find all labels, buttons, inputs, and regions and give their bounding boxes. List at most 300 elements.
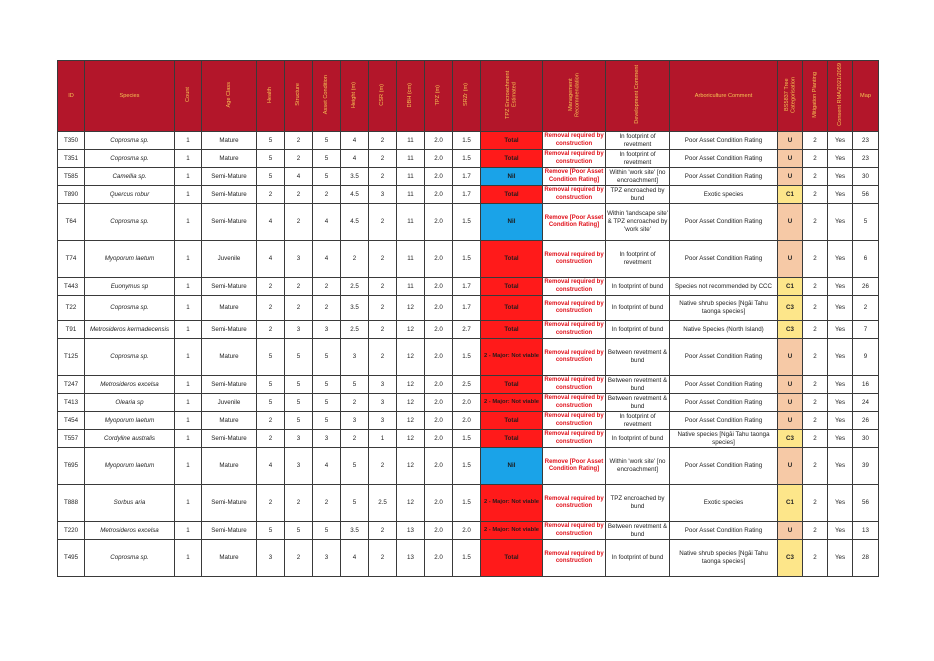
csr-cell: 2 (369, 296, 397, 321)
height-cell: 4 (341, 132, 369, 150)
srz-cell: 1.7 (453, 278, 481, 296)
map-cell: 23 (853, 150, 879, 168)
management-recommendation-cell: Removal required by construction (543, 321, 606, 339)
management-recommendation-cell: Remove [Poor Asset Condition Rating] (543, 204, 606, 241)
management-recommendation-cell: Removal required by construction (543, 394, 606, 412)
csr-cell: 2 (369, 448, 397, 485)
arboriculture-comment-cell: Poor Asset Condition Rating (670, 132, 778, 150)
table-row (58, 430, 879, 448)
csr-cell: 2.5 (369, 485, 397, 522)
development-comment-cell: In footprint of revetment (606, 412, 670, 430)
consent-cell: Yes (828, 339, 853, 376)
csr-cell: 1 (369, 430, 397, 448)
table-row (58, 540, 879, 577)
arboriculture-comment-cell: Exotic species (670, 186, 778, 204)
development-comment-cell: Between revetment & bund (606, 394, 670, 412)
csr-cell: 2 (369, 150, 397, 168)
health-cell: 5 (257, 394, 285, 412)
tree-id-cell: T495 (58, 540, 85, 577)
table-row (58, 339, 879, 376)
asset-condition-cell: 5 (313, 522, 341, 540)
management-recommendation-cell: Removal required by construction (543, 132, 606, 150)
age-class-cell: Semi-Mature (202, 430, 257, 448)
count-cell: 1 (175, 321, 202, 339)
tpz-cell: 2.0 (425, 204, 453, 241)
srz-cell: 1.7 (453, 186, 481, 204)
column-header-label: Mitigation Planting (811, 71, 818, 118)
tree-id-cell: T22 (58, 296, 85, 321)
health-cell: 4 (257, 204, 285, 241)
srz-cell: 1.7 (453, 296, 481, 321)
tpz-encroachment-cell: Total (481, 132, 543, 150)
srz-cell: 1.5 (453, 339, 481, 376)
age-class-cell: Mature (202, 412, 257, 430)
map-cell: 30 (853, 168, 879, 186)
tree-category-cell: C1 (778, 278, 803, 296)
tpz-cell: 2.0 (425, 485, 453, 522)
height-cell: 3 (341, 412, 369, 430)
count-cell: 1 (175, 376, 202, 394)
structure-cell: 4 (285, 168, 313, 186)
tpz-cell: 2.0 (425, 186, 453, 204)
csr-cell: 2 (369, 132, 397, 150)
consent-cell: Yes (828, 132, 853, 150)
csr-cell: 2 (369, 278, 397, 296)
age-class-cell: Semi-Mature (202, 204, 257, 241)
dbh-cell: 11 (397, 132, 425, 150)
management-recommendation-cell: Removal required by construction (543, 522, 606, 540)
management-recommendation-cell: Remove [Poor Asset Condition Rating] (543, 168, 606, 186)
column-header-label: BS5837 Tree Categorisation (783, 76, 796, 113)
structure-cell: 5 (285, 339, 313, 376)
tree-category-cell: U (778, 394, 803, 412)
column-header-label: Height (m) (351, 81, 358, 108)
table-row (58, 448, 879, 485)
mitigation-planting-cell: 2 (803, 186, 828, 204)
asset-condition-cell: 3 (313, 540, 341, 577)
dbh-cell: 13 (397, 540, 425, 577)
mitigation-planting-cell: 2 (803, 321, 828, 339)
table-row (58, 150, 879, 168)
age-class-cell: Semi-Mature (202, 186, 257, 204)
development-comment-cell: In footprint of revetment (606, 132, 670, 150)
tpz-encroachment-cell: Total (481, 278, 543, 296)
consent-cell: Yes (828, 278, 853, 296)
column-header-label: ID (68, 92, 74, 99)
csr-cell: 2 (369, 540, 397, 577)
tree-category-cell: U (778, 376, 803, 394)
count-cell: 1 (175, 448, 202, 485)
tpz-cell: 2.0 (425, 394, 453, 412)
tree-id-cell: T413 (58, 394, 85, 412)
arboriculture-comment-cell: Poor Asset Condition Rating (670, 168, 778, 186)
csr-cell: 2 (369, 204, 397, 241)
age-class-cell: Semi-Mature (202, 278, 257, 296)
height-cell: 4.5 (341, 204, 369, 241)
csr-cell: 3 (369, 376, 397, 394)
srz-cell: 1.5 (453, 132, 481, 150)
tree-id-cell: T125 (58, 339, 85, 376)
consent-cell: Yes (828, 168, 853, 186)
tpz-cell: 2.0 (425, 430, 453, 448)
management-recommendation-cell: Removal required by construction (543, 278, 606, 296)
health-cell: 5 (257, 339, 285, 376)
consent-cell: Yes (828, 394, 853, 412)
dbh-cell: 12 (397, 394, 425, 412)
count-cell: 1 (175, 485, 202, 522)
tpz-cell: 2.0 (425, 241, 453, 278)
arboriculture-comment-cell: Poor Asset Condition Rating (670, 412, 778, 430)
map-cell: 56 (853, 186, 879, 204)
table-row (58, 485, 879, 522)
tpz-encroachment-cell: 2 - Major: Not viable (481, 339, 543, 376)
development-comment-cell: Between revetment & bund (606, 522, 670, 540)
dbh-cell: 12 (397, 412, 425, 430)
tpz-cell: 2.0 (425, 278, 453, 296)
height-cell: 2.5 (341, 321, 369, 339)
management-recommendation-cell: Removal required by construction (543, 339, 606, 376)
table-row (58, 412, 879, 430)
column-header-label: Map (860, 92, 871, 99)
consent-cell: Yes (828, 540, 853, 577)
consent-cell: Yes (828, 522, 853, 540)
development-comment-cell: Between revetment & bund (606, 376, 670, 394)
column-header-label: TPZ (m) (435, 84, 442, 106)
species-cell: Olearia sp (85, 394, 175, 412)
arboriculture-comment-cell: Poor Asset Condition Rating (670, 339, 778, 376)
table-row (58, 321, 879, 339)
column-header (285, 61, 313, 132)
arboriculture-comment-cell: Poor Asset Condition Rating (670, 522, 778, 540)
consent-cell: Yes (828, 376, 853, 394)
mitigation-planting-cell: 2 (803, 339, 828, 376)
column-header-label: Development Comment (634, 65, 641, 125)
csr-cell: 2 (369, 522, 397, 540)
tree-id-cell: T557 (58, 430, 85, 448)
tree-category-cell: C1 (778, 186, 803, 204)
dbh-cell: 12 (397, 448, 425, 485)
height-cell: 3.5 (341, 296, 369, 321)
column-header (828, 61, 853, 132)
structure-cell: 3 (285, 241, 313, 278)
mitigation-planting-cell: 2 (803, 296, 828, 321)
tree-category-cell: U (778, 448, 803, 485)
map-cell: 26 (853, 412, 879, 430)
health-cell: 2 (257, 278, 285, 296)
column-header-label: Health (267, 86, 274, 103)
asset-condition-cell: 4 (313, 241, 341, 278)
development-comment-cell: Within 'work site' [no encroachment] (606, 448, 670, 485)
development-comment-cell: TPZ encroached by bund (606, 485, 670, 522)
management-recommendation-cell: Removal required by construction (543, 540, 606, 577)
structure-cell: 2 (285, 485, 313, 522)
tree-category-cell: C3 (778, 430, 803, 448)
tpz-encroachment-cell: Total (481, 186, 543, 204)
map-cell: 2 (853, 296, 879, 321)
management-recommendation-cell: Removal required by construction (543, 186, 606, 204)
count-cell: 1 (175, 522, 202, 540)
arboriculture-comment-cell: Species not recommended by CCC (670, 278, 778, 296)
mitigation-planting-cell: 2 (803, 241, 828, 278)
management-recommendation-cell: Removal required by construction (543, 485, 606, 522)
table-row (58, 241, 879, 278)
csr-cell: 3 (369, 186, 397, 204)
tpz-encroachment-cell: Total (481, 296, 543, 321)
health-cell: 5 (257, 522, 285, 540)
structure-cell: 5 (285, 522, 313, 540)
arboriculture-comment-cell: Native shrub species [Ngāi Tahu taonga species] (670, 296, 778, 321)
dbh-cell: 11 (397, 168, 425, 186)
dbh-cell: 11 (397, 204, 425, 241)
tpz-cell: 2.0 (425, 522, 453, 540)
srz-cell: 1.5 (453, 485, 481, 522)
column-header-label: Management Recommendation (567, 72, 580, 117)
tree-id-cell: T220 (58, 522, 85, 540)
consent-cell: Yes (828, 412, 853, 430)
map-cell: 16 (853, 376, 879, 394)
column-header (778, 61, 803, 132)
srz-cell: 1.5 (453, 241, 481, 278)
column-header-label: Asset Condition (323, 75, 330, 115)
csr-cell: 2 (369, 339, 397, 376)
count-cell: 1 (175, 296, 202, 321)
count-cell: 1 (175, 150, 202, 168)
species-cell: Myoporum laetum (85, 241, 175, 278)
health-cell: 2 (257, 321, 285, 339)
column-header (58, 61, 85, 132)
height-cell: 2.5 (341, 278, 369, 296)
column-header-label: Count (184, 87, 191, 103)
structure-cell: 5 (285, 394, 313, 412)
tree-category-cell: C1 (778, 485, 803, 522)
species-cell: Metrosideros excelsa (85, 522, 175, 540)
tpz-encroachment-cell: Nil (481, 204, 543, 241)
species-cell: Coprosma sp. (85, 132, 175, 150)
management-recommendation-cell: Removal required by construction (543, 241, 606, 278)
species-cell: Coprosma sp. (85, 296, 175, 321)
health-cell: 5 (257, 168, 285, 186)
asset-condition-cell: 5 (313, 339, 341, 376)
structure-cell: 2 (285, 296, 313, 321)
mitigation-planting-cell: 2 (803, 132, 828, 150)
development-comment-cell: In footprint of bund (606, 321, 670, 339)
tree-id-cell: T74 (58, 241, 85, 278)
asset-condition-cell: 5 (313, 150, 341, 168)
age-class-cell: Semi-Mature (202, 168, 257, 186)
table-row (58, 278, 879, 296)
asset-condition-cell: 2 (313, 485, 341, 522)
species-cell: Coprosma sp. (85, 150, 175, 168)
consent-cell: Yes (828, 186, 853, 204)
age-class-cell: Semi-Mature (202, 522, 257, 540)
count-cell: 1 (175, 186, 202, 204)
asset-condition-cell: 2 (313, 278, 341, 296)
mitigation-planting-cell: 2 (803, 412, 828, 430)
health-cell: 5 (257, 376, 285, 394)
height-cell: 3.5 (341, 522, 369, 540)
dbh-cell: 11 (397, 150, 425, 168)
species-cell: Myoporum laetum (85, 448, 175, 485)
tpz-encroachment-cell: Total (481, 150, 543, 168)
structure-cell: 5 (285, 412, 313, 430)
age-class-cell: Juvenile (202, 394, 257, 412)
asset-condition-cell: 2 (313, 186, 341, 204)
asset-condition-cell: 2 (313, 296, 341, 321)
srz-cell: 1.5 (453, 430, 481, 448)
map-cell: 28 (853, 540, 879, 577)
column-header (369, 61, 397, 132)
table-row (58, 204, 879, 241)
structure-cell: 3 (285, 448, 313, 485)
structure-cell: 2 (285, 132, 313, 150)
tpz-encroachment-cell: Total (481, 321, 543, 339)
map-cell: 26 (853, 278, 879, 296)
column-header (257, 61, 285, 132)
age-class-cell: Semi-Mature (202, 485, 257, 522)
health-cell: 3 (257, 540, 285, 577)
table-row (58, 376, 879, 394)
health-cell: 5 (257, 150, 285, 168)
dbh-cell: 11 (397, 186, 425, 204)
srz-cell: 2.0 (453, 522, 481, 540)
tpz-cell: 2.0 (425, 339, 453, 376)
species-cell: Metrosideros excelsa (85, 376, 175, 394)
tree-id-cell: T695 (58, 448, 85, 485)
health-cell: 5 (257, 132, 285, 150)
srz-cell: 2.0 (453, 394, 481, 412)
height-cell: 2 (341, 394, 369, 412)
header-row (58, 61, 879, 132)
table-row (58, 296, 879, 321)
structure-cell: 3 (285, 430, 313, 448)
age-class-cell: Mature (202, 132, 257, 150)
development-comment-cell: In footprint of revetment (606, 150, 670, 168)
management-recommendation-cell: Remove [Poor Asset Condition Rating] (543, 448, 606, 485)
tpz-encroachment-cell: 2 - Major: Not viable (481, 485, 543, 522)
asset-condition-cell: 3 (313, 430, 341, 448)
height-cell: 5 (341, 376, 369, 394)
arboriculture-comment-cell: Poor Asset Condition Rating (670, 150, 778, 168)
column-header-label: Structure (295, 83, 302, 107)
tpz-cell: 2.0 (425, 540, 453, 577)
development-comment-cell: In footprint of revetment (606, 241, 670, 278)
height-cell: 5 (341, 485, 369, 522)
development-comment-cell: Within 'work site' [no encroachment] (606, 168, 670, 186)
management-recommendation-cell: Removal required by construction (543, 296, 606, 321)
tree-id-cell: T91 (58, 321, 85, 339)
count-cell: 1 (175, 278, 202, 296)
srz-cell: 2.5 (453, 376, 481, 394)
health-cell: 2 (257, 485, 285, 522)
health-cell: 2 (257, 412, 285, 430)
mitigation-planting-cell: 2 (803, 522, 828, 540)
health-cell: 2 (257, 296, 285, 321)
tpz-cell: 2.0 (425, 376, 453, 394)
map-cell: 56 (853, 485, 879, 522)
dbh-cell: 12 (397, 339, 425, 376)
map-cell: 30 (853, 430, 879, 448)
structure-cell: 5 (285, 376, 313, 394)
mitigation-planting-cell: 2 (803, 394, 828, 412)
mitigation-planting-cell: 2 (803, 376, 828, 394)
csr-cell: 2 (369, 321, 397, 339)
column-header (85, 61, 175, 132)
consent-cell: Yes (828, 150, 853, 168)
column-header-label: CSR (m) (379, 83, 386, 106)
column-header (425, 61, 453, 132)
arboriculture-comment-cell: Poor Asset Condition Rating (670, 241, 778, 278)
height-cell: 3.5 (341, 168, 369, 186)
tree-category-cell: U (778, 412, 803, 430)
structure-cell: 2 (285, 186, 313, 204)
tree-category-cell: C3 (778, 296, 803, 321)
age-class-cell: Mature (202, 150, 257, 168)
consent-cell: Yes (828, 321, 853, 339)
tree-id-cell: T443 (58, 278, 85, 296)
srz-cell: 2.7 (453, 321, 481, 339)
column-header-label: SRZr (m) (463, 83, 470, 107)
dbh-cell: 11 (397, 278, 425, 296)
mitigation-planting-cell: 2 (803, 430, 828, 448)
map-cell: 13 (853, 522, 879, 540)
mitigation-planting-cell: 2 (803, 485, 828, 522)
tree-category-cell: U (778, 522, 803, 540)
development-comment-cell: In footprint of bund (606, 540, 670, 577)
srz-cell: 2.0 (453, 412, 481, 430)
table-row (58, 132, 879, 150)
column-header-label: Arboriculture Comment (694, 92, 753, 99)
tpz-cell: 2.0 (425, 412, 453, 430)
management-recommendation-cell: Removal required by construction (543, 376, 606, 394)
consent-cell: Yes (828, 448, 853, 485)
column-header-label: TPZ Encroachment Estimated (505, 70, 518, 119)
species-cell: Coprosma sp. (85, 204, 175, 241)
arboriculture-comment-cell: Poor Asset Condition Rating (670, 448, 778, 485)
tpz-encroachment-cell: Total (481, 430, 543, 448)
count-cell: 1 (175, 168, 202, 186)
management-recommendation-cell: Removal required by construction (543, 150, 606, 168)
column-header (803, 61, 828, 132)
column-header-label: Consent RMA/2021/2059 (836, 63, 843, 127)
age-class-cell: Mature (202, 540, 257, 577)
structure-cell: 2 (285, 540, 313, 577)
tpz-cell: 2.0 (425, 168, 453, 186)
mitigation-planting-cell: 2 (803, 168, 828, 186)
column-header-label: Species (119, 92, 140, 99)
srz-cell: 1.5 (453, 150, 481, 168)
column-header (202, 61, 257, 132)
health-cell: 2 (257, 430, 285, 448)
table-row (58, 186, 879, 204)
development-comment-cell: In footprint of bund (606, 278, 670, 296)
mitigation-planting-cell: 2 (803, 540, 828, 577)
count-cell: 1 (175, 204, 202, 241)
csr-cell: 3 (369, 394, 397, 412)
csr-cell: 3 (369, 412, 397, 430)
tpz-encroachment-cell: Nil (481, 448, 543, 485)
tpz-cell: 2.0 (425, 448, 453, 485)
species-cell: Coprosma sp. (85, 339, 175, 376)
table-body (58, 132, 879, 577)
asset-condition-cell: 5 (313, 168, 341, 186)
consent-cell: Yes (828, 241, 853, 278)
height-cell: 3 (341, 339, 369, 376)
tree-category-cell: U (778, 132, 803, 150)
consent-cell: Yes (828, 296, 853, 321)
column-header-label: Age Class (225, 82, 232, 108)
consent-cell: Yes (828, 485, 853, 522)
species-cell: Metrosideros kermadecensis (85, 321, 175, 339)
